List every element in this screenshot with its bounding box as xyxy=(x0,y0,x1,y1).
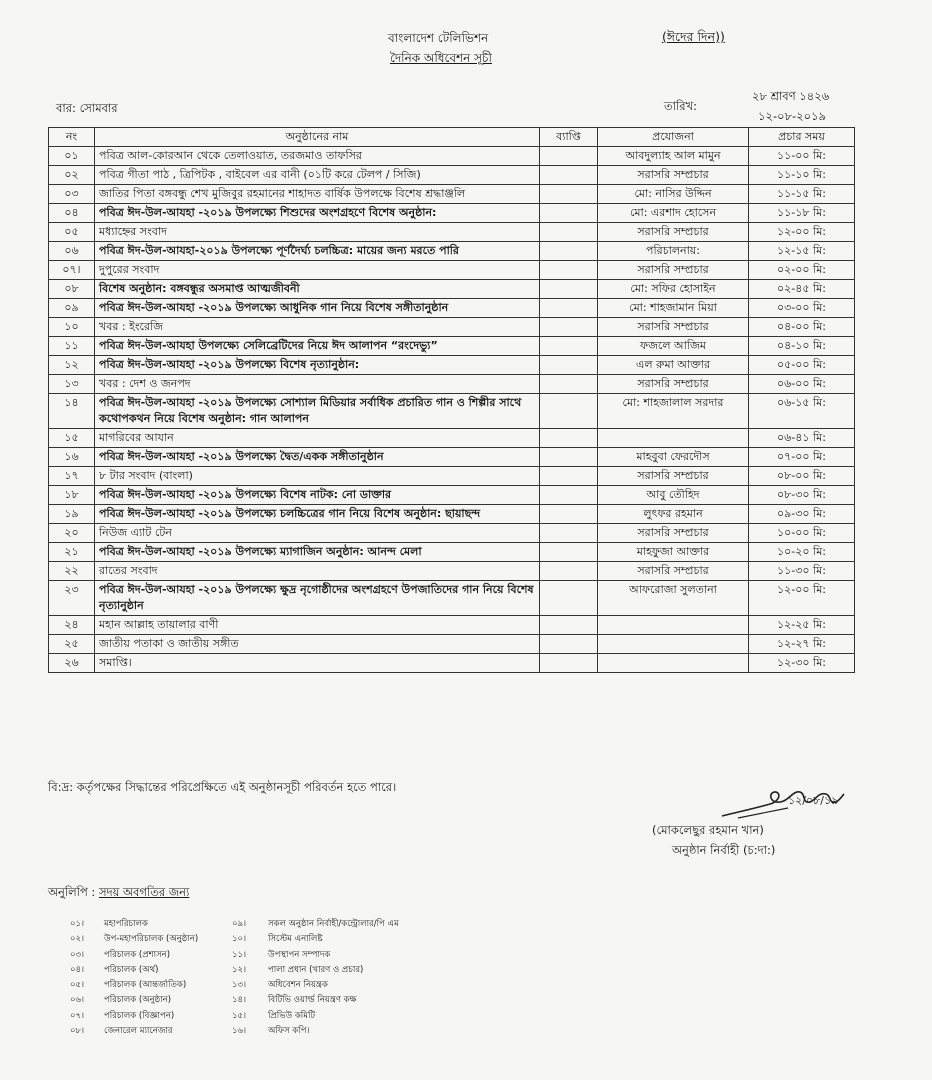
cc-item-recipient: বিটিভি ওয়ার্ল্ড নিয়ন্ত্রণ কক্ষ xyxy=(268,995,357,1006)
signature-date: ১২/০৮/১৯ xyxy=(788,794,839,807)
row-broadcast-time: ০৬-১৫ মি: xyxy=(749,394,855,429)
row-broadcast-time: ০৩-০০ মি: xyxy=(749,299,855,318)
row-duration xyxy=(540,166,598,185)
signature-scrawl xyxy=(718,782,848,824)
row-number: ২১ xyxy=(49,543,95,562)
row-number: ০২ xyxy=(49,166,95,185)
row-duration xyxy=(540,635,598,654)
cc-item-recipient: জেনারেল ম্যানেজার xyxy=(104,1026,173,1037)
row-producer: আফরোজা সুলতানা xyxy=(598,581,749,616)
day-label: (ঈদের দিন)) xyxy=(662,29,725,44)
row-program-name: জাতির পিতা বঙ্গবন্ধু শেখ মুজিবুর রহমানের শাহাদত বার্ষিক উপলক্ষে বিশেষ শ্রদ্ধাঞ্জলি xyxy=(95,185,540,204)
row-broadcast-time: ০২-০০ মি: xyxy=(749,261,855,280)
table-row xyxy=(49,654,855,673)
row-broadcast-time: ১১-০০ মি: xyxy=(749,147,855,166)
row-program-name: পবিত্র ঈদ-উল-আযহা -২০১৯ উপলক্ষ্যে বিশেষ নৃত্যানুষ্ঠান: xyxy=(95,356,540,375)
row-producer: মাহফুজা আক্তার xyxy=(598,543,749,562)
date-bangla-calendar: ২৮ শ্রাবণ ১৪২৬ xyxy=(752,89,830,103)
cc-item-recipient: পরিচালক (প্রশাসন) xyxy=(104,949,171,960)
table-row xyxy=(49,204,855,223)
table-row xyxy=(49,280,855,299)
cc-item-recipient: প্রিভিউ কমিটি xyxy=(268,1010,316,1021)
table-row xyxy=(49,147,855,166)
row-producer: সরাসরি সম্প্রচার xyxy=(598,375,749,394)
row-duration xyxy=(540,562,598,581)
cc-item-number: ১৩। xyxy=(232,980,247,991)
signatory-role: অনুষ্ঠান নির্বাহী (চ:দা:) xyxy=(672,843,776,857)
row-program-name: পবিত্র ঈদ-উল-আযহা -২০১৯ উপলক্ষ্যে ক্ষুদ্র নৃগোষ্ঠীদের অংশগ্রহণে উপজাতিদের গান নিয়ে বিশেষ নৃত্যানুষ্ঠান xyxy=(95,581,540,616)
row-number: ১৫ xyxy=(49,429,95,448)
row-duration xyxy=(540,616,598,635)
row-producer xyxy=(598,616,749,635)
schedule-body xyxy=(49,147,855,673)
row-producer: মো: শাহজালাল সরদার xyxy=(598,394,749,429)
row-duration xyxy=(540,280,598,299)
row-number: ১৯ xyxy=(49,505,95,524)
row-producer: আবদুল্যাহ আল মামুন xyxy=(598,147,749,166)
row-producer: সরাসরি সম্প্রচার xyxy=(598,318,749,337)
row-number: ২৪ xyxy=(49,616,95,635)
table-row xyxy=(49,429,855,448)
row-duration xyxy=(540,375,598,394)
table-header-row xyxy=(49,128,855,147)
row-duration xyxy=(540,467,598,486)
row-duration xyxy=(540,204,598,223)
row-duration xyxy=(540,654,598,673)
row-broadcast-time: ১০-২০ মি: xyxy=(749,543,855,562)
table-row xyxy=(49,394,855,429)
cc-item-number: ১৪। xyxy=(232,995,247,1006)
row-duration xyxy=(540,524,598,543)
row-broadcast-time: ১১-১৫ মি: xyxy=(749,185,855,204)
table-row xyxy=(49,261,855,280)
row-number: ২৬ xyxy=(49,654,95,673)
row-program-name: পবিত্র ঈদ-উল-আযহা -২০১৯ উপলক্ষ্যে চলচ্চিত্রের গান নিয়ে বিশেষ অনুষ্ঠান: ছায়াছন্দ xyxy=(95,505,540,524)
row-broadcast-time: ০৮-৩০ মি: xyxy=(749,486,855,505)
row-program-name: পবিত্র ঈদ-উল-আযহা -২০১৯ উপলক্ষ্যে ম্যাগাজিন অনুষ্ঠান: আনন্দ মেলা xyxy=(95,543,540,562)
row-program-name: মহান আল্লাহ তায়ালার বাণী xyxy=(95,616,540,635)
header-program-name: অনুষ্ঠানের নাম xyxy=(95,128,540,147)
cc-item-number: ০৫। xyxy=(70,980,85,991)
row-producer: এল রুমা আক্তার xyxy=(598,356,749,375)
table-row xyxy=(49,299,855,318)
row-program-name: পবিত্র ঈদ-উল-আযহা -২০১৯ উপলক্ষ্যে সোশ্যাল মিডিয়ার সর্বাধিক প্রচারিত গান ও শিল্পীর সাথে কথোপকথন নিয়ে বিশেষ অনুষ্ঠান: গান আলাপন xyxy=(95,394,540,429)
row-broadcast-time: ১২-২৭ মি: xyxy=(749,635,855,654)
row-program-name: পবিত্র গীতা পাঠ , ত্রিপিটক , বাইবেল এর বানী (০১টি করে টেলপ / সিজি) xyxy=(95,166,540,185)
table-row xyxy=(49,505,855,524)
cc-item-number: ০৮। xyxy=(70,1026,85,1037)
cc-item-number: ১১। xyxy=(232,949,247,960)
table-row xyxy=(49,543,855,562)
cc-label: অনুলিপি : xyxy=(48,885,99,899)
cc-item-number: ১৬। xyxy=(232,1026,247,1037)
table-row xyxy=(49,524,855,543)
row-program-name: পবিত্র ঈদ-উল-আযহা-২০১৯ উপলক্ষ্যে পূর্ণদৈর্ঘ্য চলচ্চিত্র: মায়ের জন্য মরতে পারি xyxy=(95,242,540,261)
row-producer: ফজলে আজিম xyxy=(598,337,749,356)
cc-label-underlined: সদয় অবগতির জন্য xyxy=(98,885,190,899)
signatory-name: (মোকলেছুর রহমান খান) xyxy=(652,823,764,837)
table-row xyxy=(49,562,855,581)
row-duration xyxy=(540,543,598,562)
row-number: ০৩ xyxy=(49,185,95,204)
row-duration xyxy=(540,318,598,337)
row-program-name: রাতের সংবাদ xyxy=(95,562,540,581)
cc-item-number: ০৪। xyxy=(70,964,85,975)
cc-item-recipient: উপ-মহাপরিচালক (অনুষ্ঠান) xyxy=(104,934,199,945)
row-number: ১০ xyxy=(49,318,95,337)
row-program-name: মাগরিবের আযান xyxy=(95,429,540,448)
table-row xyxy=(49,185,855,204)
row-number: ১৩ xyxy=(49,375,95,394)
row-producer: সরাসরি সম্প্রচার xyxy=(598,467,749,486)
row-program-name: পবিত্র ঈদ-উল-আযহা -২০১৯ উপলক্ষ্যে দ্বৈত/একক সঙ্গীতানুষ্ঠান xyxy=(95,448,540,467)
schedule-table xyxy=(48,127,855,673)
cc-item-number: ০৭। xyxy=(70,1010,85,1021)
row-number: ০৫ xyxy=(49,223,95,242)
row-broadcast-time: ০২-৪৫ মি: xyxy=(749,280,855,299)
row-producer: মো: এরশাদ হোসেন xyxy=(598,204,749,223)
row-duration xyxy=(540,486,598,505)
cc-item-recipient: অফিস কপি। xyxy=(268,1026,310,1037)
row-producer: মো: নাসির উদ্দিন xyxy=(598,185,749,204)
row-broadcast-time: ০৬-৪১ মি: xyxy=(749,429,855,448)
row-program-name: দুপুরের সংবাদ xyxy=(95,261,540,280)
row-number: ২৩ xyxy=(49,581,95,616)
cc-item-recipient: উপস্থাপন সম্পাদক xyxy=(268,949,331,960)
row-broadcast-time: ০৯-৩০ মি: xyxy=(749,505,855,524)
cc-item-recipient: মহাপরিচালক xyxy=(104,919,148,929)
row-program-name: জাতীয় পতাকা ও জাতীয় সঙ্গীত xyxy=(95,635,540,654)
cc-item-recipient: পরিচালক (অনুষ্ঠান) xyxy=(104,995,172,1006)
table-row xyxy=(49,581,855,616)
row-number: ১২ xyxy=(49,356,95,375)
row-program-name: পবিত্র ঈদ-উল-আযহা উপলক্ষ্যে সেলিব্রেটিদের নিয়ে ঈদ আলাপন “রংদেভ্যু” xyxy=(95,337,540,356)
row-duration xyxy=(540,448,598,467)
cc-column-1-numbers xyxy=(70,917,84,1039)
table-row xyxy=(49,356,855,375)
row-producer: মো: সফির হোসাইন xyxy=(598,280,749,299)
row-producer: সরাসরি সম্প্রচার xyxy=(598,223,749,242)
row-number: ২২ xyxy=(49,562,95,581)
row-duration xyxy=(540,394,598,429)
organization-name: বাংলাদেশ টেলিভিশন xyxy=(388,31,489,45)
cc-item-number: ১২। xyxy=(232,964,247,975)
cc-item-number: ০২। xyxy=(70,934,85,945)
row-broadcast-time: ০৬-০০ মি: xyxy=(749,375,855,394)
cc-item-recipient: সিস্টেম এনালিষ্ট xyxy=(268,934,323,945)
row-producer: পরিচালনায়: xyxy=(598,242,749,261)
cc-item-number: ০৯। xyxy=(232,919,247,929)
row-broadcast-time: ১১-১০ মি: xyxy=(749,166,855,185)
row-program-name: পবিত্র আল-কোরআন থেকে তেলাওয়াত, তরজমাও তাফসির xyxy=(95,147,540,166)
table-row xyxy=(49,635,855,654)
cc-item-recipient: পালা প্রধান (খারণ ও প্রচার) xyxy=(268,964,364,975)
row-producer xyxy=(598,635,749,654)
row-program-name: ৮ টার সংবাদ (বাংলা) xyxy=(95,467,540,486)
row-duration xyxy=(540,299,598,318)
cc-item-number: ০৩। xyxy=(70,949,85,960)
row-duration xyxy=(540,356,598,375)
row-broadcast-time: ০৪-১০ মি: xyxy=(749,337,855,356)
row-program-name: বিশেষ অনুষ্ঠান: বঙ্গবন্ধুর অসমাপ্ত আত্মজীবনী xyxy=(95,280,540,299)
row-broadcast-time: ০৫-০০ মি: xyxy=(749,356,855,375)
cc-item-number: ১০। xyxy=(232,934,247,945)
row-producer: সরাসরি সম্প্রচার xyxy=(598,562,749,581)
weekday-label: বার: সোমবার xyxy=(56,101,118,115)
row-producer xyxy=(598,429,749,448)
row-broadcast-time: ১২-৩০ মি: xyxy=(749,654,855,673)
row-producer: সরাসরি সম্প্রচার xyxy=(598,166,749,185)
table-row xyxy=(49,242,855,261)
row-number: ১৭ xyxy=(49,467,95,486)
header-duration: ব্যাপ্তি xyxy=(540,128,598,147)
cc-item-number: ১৫। xyxy=(232,1010,247,1021)
table-row xyxy=(49,616,855,635)
cc-item-recipient: সকল অনুষ্ঠান নির্বাহী/কন্ট্রোলার/পি এম xyxy=(268,919,399,929)
table-row xyxy=(49,318,855,337)
row-duration xyxy=(540,505,598,524)
document-subtitle: দৈনিক অধিবেশন সূচী xyxy=(390,51,492,65)
footnote: বি:দ্র: কর্তৃপক্ষের সিদ্ধান্তের পরিপ্রেক্ষিতে এই অনুষ্ঠানসূচী পরিবর্তন হতে পারে। xyxy=(48,780,397,794)
row-number: ০৭। xyxy=(49,261,95,280)
header-number: নং xyxy=(49,128,95,147)
row-number: ২৫ xyxy=(49,635,95,654)
row-producer: মাহবুবা ফেরদৌস xyxy=(598,448,749,467)
row-number: ০৪ xyxy=(49,204,95,223)
row-number: ১৪ xyxy=(49,394,95,429)
row-broadcast-time: ০৮-০০ মি: xyxy=(749,467,855,486)
row-program-name: খবর : ইংরেজি xyxy=(95,318,540,337)
row-number: ০৬ xyxy=(49,242,95,261)
row-broadcast-time: ১১-১৮ মি: xyxy=(749,204,855,223)
row-number: ১৬ xyxy=(49,448,95,467)
row-broadcast-time: ০৪-০০ মি: xyxy=(749,318,855,337)
row-producer: আবু তৌহিদ xyxy=(598,486,749,505)
table-row xyxy=(49,375,855,394)
row-program-name: পবিত্র ঈদ-উল-আযহা -২০১৯ উপলক্ষ্যে আধুনিক গান নিয়ে বিশেষ সঙ্গীতানুষ্ঠান xyxy=(95,299,540,318)
cc-item-recipient: পরিচালক (বিজ্ঞাপন) xyxy=(104,1010,175,1021)
row-broadcast-time: ১১-৩০ মি: xyxy=(749,562,855,581)
cc-column-2-recipients xyxy=(268,917,399,1039)
table-row xyxy=(49,166,855,185)
row-duration xyxy=(540,581,598,616)
row-producer: সরাসরি সম্প্রচার xyxy=(598,524,749,543)
cc-item-recipient: পরিচালক (অর্থ) xyxy=(104,964,159,975)
cc-column-2-numbers xyxy=(232,917,246,1039)
row-number: ১১ xyxy=(49,337,95,356)
cc-item-number: ০১। xyxy=(70,919,85,929)
cc-item-number: ০৬। xyxy=(70,995,85,1006)
row-broadcast-time: ১২-২৫ মি: xyxy=(749,616,855,635)
row-duration xyxy=(540,223,598,242)
row-producer: লুৎফর রহমান xyxy=(598,505,749,524)
row-broadcast-time: ১২-০০ মি: xyxy=(749,581,855,616)
row-program-name: পবিত্র ঈদ-উল-আযহা -২০১৯ উপলক্ষ্যে শিশুদের অংশগ্রহণে বিশেষ অনুষ্ঠান: xyxy=(95,204,540,223)
cc-item-recipient: পরিচালক (আন্তর্জাতিক) xyxy=(104,980,187,991)
row-duration xyxy=(540,429,598,448)
header-broadcast-time: প্রচার সময় xyxy=(749,128,855,147)
row-number: ০৯ xyxy=(49,299,95,318)
row-number: ২০ xyxy=(49,524,95,543)
row-duration xyxy=(540,337,598,356)
row-duration xyxy=(540,242,598,261)
date-label: তারিখ: xyxy=(664,99,698,113)
table-row xyxy=(49,448,855,467)
row-broadcast-time: ০৭-০০ মি: xyxy=(749,448,855,467)
row-duration xyxy=(540,261,598,280)
date-gregorian: ১২-০৮-২০১৯ xyxy=(758,109,827,123)
header-producer: প্রযোজনা xyxy=(598,128,749,147)
row-program-name: সমাপ্তি। xyxy=(95,654,540,673)
table-row xyxy=(49,337,855,356)
row-broadcast-time: ১২-১৫ মি: xyxy=(749,242,855,261)
row-broadcast-time: ১২-০০ মি: xyxy=(749,223,855,242)
cc-column-1-recipients xyxy=(104,917,198,1039)
table-row xyxy=(49,223,855,242)
row-duration xyxy=(540,147,598,166)
row-program-name: মধ্যাহ্নের সংবাদ xyxy=(95,223,540,242)
row-number: ০৮ xyxy=(49,280,95,299)
row-producer xyxy=(598,654,749,673)
table-row xyxy=(49,486,855,505)
row-producer: মো: শাহজামান মিয়া xyxy=(598,299,749,318)
table-row xyxy=(49,467,855,486)
row-broadcast-time: ১০-০০ মি: xyxy=(749,524,855,543)
row-number: ০১ xyxy=(49,147,95,166)
cc-item-recipient: অধিবেশন নিয়ন্ত্রক xyxy=(268,980,328,991)
row-program-name: নিউজ এ্যাট টেন xyxy=(95,524,540,543)
row-duration xyxy=(540,185,598,204)
row-number: ১৮ xyxy=(49,486,95,505)
row-program-name: পবিত্র ঈদ-উল-আযহা -২০১৯ উপলক্ষ্যে বিশেষ নাটক: নো ডাক্তার xyxy=(95,486,540,505)
row-program-name: খবর : দেশ ও জনপদ xyxy=(95,375,540,394)
cc-heading xyxy=(48,884,189,903)
row-producer: সরাসরি সম্প্রচার xyxy=(598,261,749,280)
